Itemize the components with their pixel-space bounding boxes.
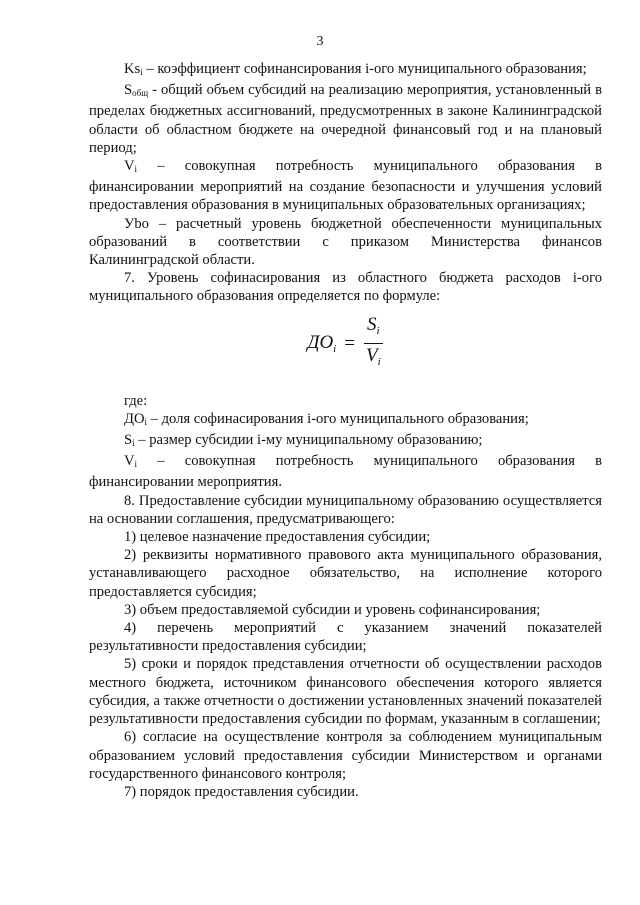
page-number: 3 bbox=[316, 34, 324, 49]
formula-numerator: $S_i$ bbox=[364, 314, 383, 344]
formula-fraction bbox=[363, 314, 384, 373]
where-label: где: bbox=[124, 392, 148, 409]
definition-do: $ДО_i$ – доля софинасирования i-ого муниципального образования; bbox=[124, 410, 529, 427]
list-item: 2) реквизиты нормативного правового акта муниципального образования, устанавливающего расходное обязательство, на исполнение которого предоставляется субсидия; bbox=[89, 547, 602, 600]
list-item: 3) объем предоставляемой субсидии и уровень софинансирования; bbox=[124, 601, 541, 618]
formula-equals: = bbox=[344, 332, 355, 354]
paragraph-7: 7. Уровень софинасирования из областного бюджета расходов i-ого муниципального образования определяется по формуле: bbox=[89, 270, 602, 305]
definition-ks: $Ks_i$ – коэффициент софинансирования i-ого муниципального образования; bbox=[124, 61, 587, 77]
list-item: 4) перечень мероприятий с указанием значений показателей результативности предоставления субсидии; bbox=[89, 620, 602, 655]
definition-ubo: Уbo – расчетный уровень бюджетной обеспеченности муниципальных образований в соответствии с приказом Министерства финансов Калининградской области. bbox=[89, 215, 602, 269]
list-item: 5) сроки и порядок представления отчетности об осуществлении расходов местного бюджета, источником финансового обеспечения которого является субсидия, а также отчетности о достижении установленных значений показателей результативности предоставления субсидии по формам, указанным в соглашении; bbox=[89, 656, 602, 728]
formula-lhs: $ДО_i$ bbox=[307, 332, 337, 356]
list-item: 1) целевое назначение предоставления субсидии; bbox=[124, 529, 431, 546]
formula-denominator: $V_i$ bbox=[365, 345, 381, 369]
list-item: 6) согласие на осуществление контроля за соблюдением муниципальным образованием условий предоставления субсидии Министерством и органами государственного финансового контроля; bbox=[89, 729, 602, 782]
definition-s-i: $S_i$ – размер субсидии i-му муниципальному образованию; bbox=[124, 432, 483, 449]
definition-s-total: $S_{общ}$ - общий объем субсидий на реализацию мероприятия, установленный в пределах бюджетных ассигнований, предусмотренных в законе Калининградской области об областном бюджете на очередной финансовый год и на плановый период; bbox=[89, 82, 602, 156]
formula bbox=[89, 306, 602, 382]
list-item: 7) порядок предоставления субсидии. bbox=[124, 783, 359, 800]
definition-v: $V_i$ – совокупная потребность муниципального образования в финансировании мероприятий на создание безопасности и улучшения условий предоставления образования в муниципальных образовательных организациях; bbox=[89, 158, 602, 214]
definition-v-i: $V_i$ – совокупная потребность муниципального образования в финансировании мероприятия. bbox=[89, 453, 602, 491]
paragraph-8: 8. Предоставление субсидии муниципальному образованию осуществляется на основании соглашения, предусматривающего: bbox=[89, 492, 602, 527]
